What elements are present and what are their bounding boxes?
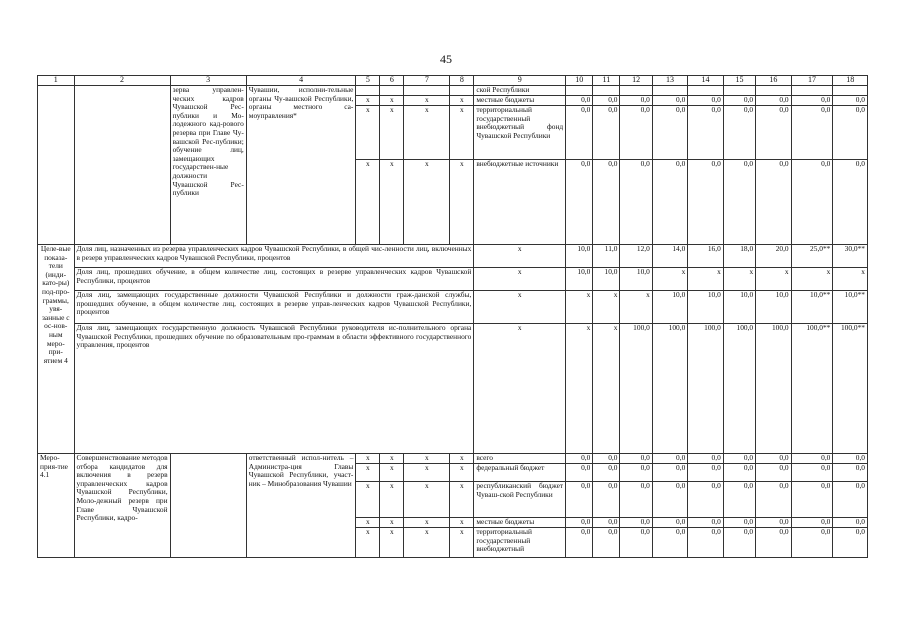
- value-cell: 0,0: [791, 528, 833, 558]
- indicator-value-cell: x: [723, 268, 755, 291]
- value-cell: 0,0: [566, 518, 593, 528]
- mark-cell: x: [450, 454, 474, 464]
- indicator-value-cell: 10,0: [652, 291, 687, 324]
- mark-cell: x: [356, 528, 380, 558]
- mark-cell: x: [356, 454, 380, 464]
- value-cell: 0,0: [791, 106, 833, 160]
- funding-source-cell: ской Республики: [474, 86, 566, 96]
- column-number-header: 6: [380, 76, 404, 86]
- column-number-header: 8: [450, 76, 474, 86]
- indicator-value-cell: x: [688, 268, 723, 291]
- measure-description-cell: зерва управлен-ческих кадров Чувашской Рес-публики и Мо-лодежного кад-рового резерва при Главе Чу-вашской Рес-публики; обучение лиц, замещающих государствен-ные должности Чувашской Рес-публики: [170, 86, 246, 245]
- value-cell: 0,0: [723, 482, 755, 518]
- value-cell: 0,0: [566, 528, 593, 558]
- indicator-value-cell: 10,0**: [833, 291, 868, 324]
- value-cell: 0,0: [652, 518, 687, 528]
- mark-cell: x: [380, 96, 404, 106]
- mark-cell: x: [450, 106, 474, 160]
- value-cell: 0,0: [652, 106, 687, 160]
- column-number-header: 15: [723, 76, 755, 86]
- mark-cell: [356, 86, 380, 96]
- value-cell: 0,0: [566, 96, 593, 106]
- mark-cell: [404, 86, 450, 96]
- empty-cell: [170, 454, 246, 558]
- funding-source-cell: федеральный бюджет: [474, 464, 566, 482]
- empty-cell: [74, 86, 170, 245]
- indicator-text-cell: Доля лиц, прошедших обучение, в общем количестве лиц, состоящих в резерве управленческих кадров Чувашской Республики, процентов: [74, 268, 474, 291]
- value-cell: 0,0: [620, 464, 652, 482]
- target-indicator-row: [38, 268, 868, 291]
- mark-cell: [450, 86, 474, 96]
- value-cell: 0,0: [652, 482, 687, 518]
- value-cell: [593, 86, 620, 96]
- indicator-value-cell: x: [652, 268, 687, 291]
- value-cell: 0,0: [833, 454, 868, 464]
- column-number-header: 11: [593, 76, 620, 86]
- mark-cell: x: [380, 528, 404, 558]
- indicator-value-cell: 100,0: [652, 324, 687, 454]
- indicator-value-cell: x: [566, 291, 593, 324]
- value-cell: 0,0: [566, 464, 593, 482]
- value-cell: 0,0: [688, 482, 723, 518]
- funding-source-cell: республиканский бюджет Чуваш-ской Республики: [474, 482, 566, 518]
- value-cell: 0,0: [652, 528, 687, 558]
- funding-row: [38, 454, 868, 464]
- value-cell: 0,0: [688, 528, 723, 558]
- value-cell: 0,0: [833, 96, 868, 106]
- column-number-row: [38, 76, 868, 86]
- column-number-header: 3: [170, 76, 246, 86]
- mark-cell: x: [404, 482, 450, 518]
- mark-cell: x: [450, 518, 474, 528]
- indicator-value-cell: 10,0: [620, 268, 652, 291]
- value-cell: 0,0: [688, 96, 723, 106]
- value-cell: 0,0: [723, 464, 755, 482]
- value-cell: 0,0: [566, 106, 593, 160]
- value-cell: 0,0: [593, 464, 620, 482]
- mark-cell: [380, 86, 404, 96]
- indicator-text-cell: Доля лиц, замещающих государственные должности Чувашской Республики и должности граж-данской службы, прошедших обучение, в общем количестве лиц, состоящих в резерве управ-ленческих кадров Чувашской Республики, процентов: [74, 291, 474, 324]
- value-cell: 0,0: [688, 518, 723, 528]
- indicator-value-cell: x: [833, 268, 868, 291]
- value-cell: 0,0: [620, 482, 652, 518]
- funding-source-cell: территориальный государственный внебюджетный фонд Чувашской Республики: [474, 106, 566, 160]
- mark-cell: x: [404, 160, 450, 245]
- mark-cell: x: [380, 464, 404, 482]
- value-cell: 0,0: [723, 528, 755, 558]
- column-number-header: 1: [38, 76, 75, 86]
- indicator-value-cell: x: [791, 268, 833, 291]
- indicator-value-cell: 30,0**: [833, 245, 868, 268]
- value-cell: 0,0: [652, 160, 687, 245]
- value-cell: [620, 86, 652, 96]
- executor-cell: ответственный испол-нитель – Администра-ция Главы Чувашской Республики, участ-ник – Минобразования Чувашии: [246, 454, 356, 558]
- value-cell: [756, 86, 791, 96]
- indicator-value-cell: 100,0: [688, 324, 723, 454]
- indicator-value-cell: 10,0: [566, 245, 593, 268]
- value-cell: 0,0: [566, 454, 593, 464]
- mark-cell: x: [356, 106, 380, 160]
- column-number-header: 12: [620, 76, 652, 86]
- value-cell: 0,0: [833, 464, 868, 482]
- value-cell: 0,0: [593, 96, 620, 106]
- value-cell: 0,0: [652, 464, 687, 482]
- value-cell: 0,0: [652, 96, 687, 106]
- indicator-text-cell: Доля лиц, замещающих государственную должность Чувашской Республики руководителя ис-полнительного органа Чувашской Республики, прошедших обучение по образовательным про-граммам в области эффективного государственного управления, процентов: [74, 324, 474, 454]
- value-cell: 0,0: [688, 464, 723, 482]
- value-cell: 0,0: [791, 464, 833, 482]
- column-number-header: 16: [756, 76, 791, 86]
- mark-cell: x: [356, 464, 380, 482]
- mark-cell: x: [380, 454, 404, 464]
- indicator-value-cell: 10,0: [688, 291, 723, 324]
- mark-cell: x: [404, 454, 450, 464]
- value-cell: 0,0: [620, 518, 652, 528]
- column-number-header: 4: [246, 76, 356, 86]
- executor-cell: Чувашии, исполни-тельные органы Чу-вашской Республики, органы местного са-моуправления*: [246, 86, 356, 245]
- mark-cell: x: [404, 518, 450, 528]
- value-cell: 0,0: [593, 482, 620, 518]
- value-cell: 0,0: [756, 454, 791, 464]
- indicator-mark-cell: x: [474, 268, 566, 291]
- target-indicators-label: Целе-вые показа-тели (инди-като-ры) под-про-граммы, увя-занные с ос-нов-ным меро-при-ятием 4: [38, 245, 75, 454]
- column-number-header: 14: [688, 76, 723, 86]
- indicator-value-cell: 10,0**: [791, 291, 833, 324]
- mark-cell: x: [450, 528, 474, 558]
- funding-source-cell: местные бюджеты: [474, 518, 566, 528]
- indicator-text-cell: Доля лиц, назначенных из резерва управленческих кадров Чувашской Республики, в общей чис-ленности лиц, включенных в резерв управленческих кадров Чувашской Республики, процентов: [74, 245, 474, 268]
- measure-number-cell: Меро-прия-тие 4.1: [38, 454, 75, 558]
- value-cell: 0,0: [593, 160, 620, 245]
- mark-cell: x: [450, 96, 474, 106]
- value-cell: 0,0: [723, 518, 755, 528]
- value-cell: 0,0: [791, 160, 833, 245]
- value-cell: 0,0: [593, 518, 620, 528]
- value-cell: 0,0: [688, 106, 723, 160]
- value-cell: 0,0: [620, 106, 652, 160]
- mark-cell: x: [380, 482, 404, 518]
- indicator-value-cell: x: [756, 268, 791, 291]
- indicator-value-cell: 10,0: [566, 268, 593, 291]
- page-number: 45: [440, 52, 452, 66]
- mark-cell: x: [404, 464, 450, 482]
- value-cell: [688, 86, 723, 96]
- funding-row: [38, 86, 868, 96]
- value-cell: 0,0: [723, 96, 755, 106]
- value-cell: 0,0: [593, 454, 620, 464]
- indicator-value-cell: x: [566, 324, 593, 454]
- value-cell: 0,0: [833, 482, 868, 518]
- value-cell: 0,0: [833, 160, 868, 245]
- mark-cell: x: [404, 96, 450, 106]
- target-indicator-row: [38, 324, 868, 454]
- column-number-header: 5: [356, 76, 380, 86]
- indicator-value-cell: 11,0: [593, 245, 620, 268]
- funding-source-cell: территориальный государственный внебюджетный: [474, 528, 566, 558]
- value-cell: 0,0: [723, 106, 755, 160]
- indicator-value-cell: 100,0**: [833, 324, 868, 454]
- indicator-value-cell: x: [593, 291, 620, 324]
- indicator-value-cell: 100,0: [620, 324, 652, 454]
- column-number-header: 10: [566, 76, 593, 86]
- value-cell: 0,0: [756, 96, 791, 106]
- value-cell: [652, 86, 687, 96]
- value-cell: [833, 86, 868, 96]
- indicator-value-cell: 10,0: [756, 291, 791, 324]
- indicator-mark-cell: x: [474, 324, 566, 454]
- value-cell: 0,0: [756, 482, 791, 518]
- mark-cell: x: [404, 106, 450, 160]
- value-cell: 0,0: [791, 454, 833, 464]
- value-cell: 0,0: [791, 518, 833, 528]
- mark-cell: x: [380, 106, 404, 160]
- target-indicator-row: [38, 245, 868, 268]
- indicator-mark-cell: x: [474, 245, 566, 268]
- target-indicator-row: [38, 291, 868, 324]
- value-cell: 0,0: [791, 482, 833, 518]
- mark-cell: x: [380, 160, 404, 245]
- indicator-value-cell: 14,0: [652, 245, 687, 268]
- value-cell: 0,0: [593, 528, 620, 558]
- value-cell: 0,0: [593, 106, 620, 160]
- mark-cell: x: [356, 96, 380, 106]
- value-cell: 0,0: [566, 482, 593, 518]
- column-number-header: 2: [74, 76, 170, 86]
- value-cell: 0,0: [723, 160, 755, 245]
- value-cell: 0,0: [620, 96, 652, 106]
- value-cell: 0,0: [756, 160, 791, 245]
- funding-source-cell: местные бюджеты: [474, 96, 566, 106]
- value-cell: 0,0: [833, 528, 868, 558]
- mark-cell: x: [356, 482, 380, 518]
- indicator-value-cell: 10,0: [593, 268, 620, 291]
- mark-cell: x: [450, 464, 474, 482]
- value-cell: 0,0: [620, 160, 652, 245]
- value-cell: 0,0: [652, 454, 687, 464]
- indicator-value-cell: x: [593, 324, 620, 454]
- value-cell: 0,0: [833, 106, 868, 160]
- column-number-header: 9: [474, 76, 566, 86]
- value-cell: 0,0: [833, 518, 868, 528]
- indicator-value-cell: 100,0**: [791, 324, 833, 454]
- column-number-header: 18: [833, 76, 868, 86]
- mark-cell: x: [450, 160, 474, 245]
- value-cell: 0,0: [791, 96, 833, 106]
- indicator-value-cell: 10,0: [723, 291, 755, 324]
- mark-cell: x: [380, 518, 404, 528]
- indicator-value-cell: 100,0: [756, 324, 791, 454]
- indicator-value-cell: 20,0: [756, 245, 791, 268]
- value-cell: 0,0: [566, 160, 593, 245]
- value-cell: 0,0: [688, 454, 723, 464]
- funding-source-cell: всего: [474, 454, 566, 464]
- indicator-value-cell: x: [620, 291, 652, 324]
- mark-cell: x: [404, 528, 450, 558]
- column-number-header: 13: [652, 76, 687, 86]
- value-cell: [566, 86, 593, 96]
- mark-cell: x: [356, 160, 380, 245]
- value-cell: 0,0: [756, 464, 791, 482]
- indicator-value-cell: 12,0: [620, 245, 652, 268]
- value-cell: [791, 86, 833, 96]
- value-cell: 0,0: [723, 454, 755, 464]
- column-number-header: 17: [791, 76, 833, 86]
- value-cell: 0,0: [756, 106, 791, 160]
- indicator-mark-cell: x: [474, 291, 566, 324]
- mark-cell: x: [356, 518, 380, 528]
- value-cell: 0,0: [620, 454, 652, 464]
- indicator-value-cell: 25,0**: [791, 245, 833, 268]
- mark-cell: x: [450, 482, 474, 518]
- funding-source-cell: внебюджетные источники: [474, 160, 566, 245]
- value-cell: 0,0: [756, 528, 791, 558]
- budget-table: [37, 75, 868, 558]
- value-cell: 0,0: [756, 518, 791, 528]
- value-cell: 0,0: [620, 528, 652, 558]
- empty-cell: [38, 86, 75, 245]
- value-cell: [723, 86, 755, 96]
- value-cell: 0,0: [688, 160, 723, 245]
- column-number-header: 7: [404, 76, 450, 86]
- indicator-value-cell: 18,0: [723, 245, 755, 268]
- indicator-value-cell: 16,0: [688, 245, 723, 268]
- indicator-value-cell: 100,0: [723, 324, 755, 454]
- measure-name-cell: Совершенствование методов отбора кандидатов для включения в резерв управленческих кадров Чувашской Республики, Моло-дежный резерв при Главе Чувашской Республики, кадро-: [74, 454, 170, 558]
